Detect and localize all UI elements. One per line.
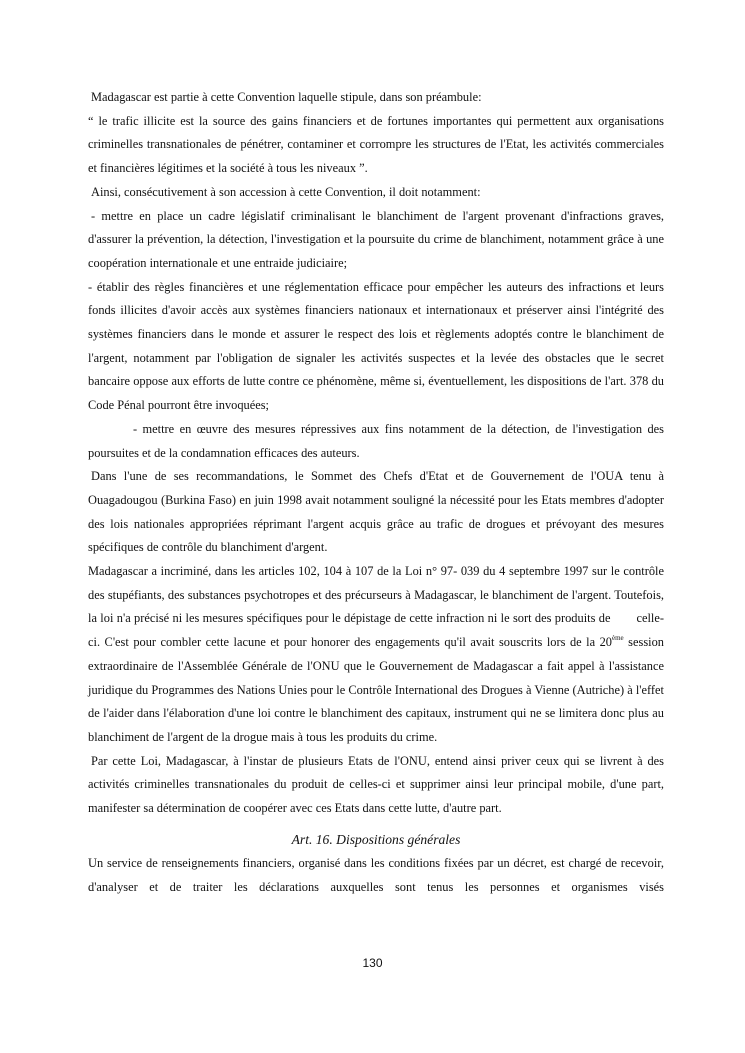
paragraph-obligation-financial-rules: - établir des règles financières et une réglementation efficace pour empêcher les auteurs des infractions et leurs fonds illicites d'avoir accès aux systèmes financiers nationaux et internationaux et préserver ainsi l'intégrité des systèmes financiers dans le monde et assurer le respect des lois et règlements adoptés contre le blanchiment de l'argent, notamment par l'obligation de signaler les activités suspectes et la levée des obstacles que le secret bancaire oppose aux efforts de lutte contre ce phénomène, même si, éventuellement, les dispositions de l'art. 378 du Code Pénal pourront être invoquées; <box>88 279 664 413</box>
paragraph-preamble-intro: Madagascar est partie à cette Convention laquelle stipule, dans son préambule: <box>91 90 482 104</box>
document-body <box>88 86 664 899</box>
paragraph-obligations-intro: Ainsi, consécutivement à son accession à cette Convention, il doit notamment: <box>91 184 481 199</box>
page-number: 130 <box>362 956 383 970</box>
paragraph-oua-summit: Dans l'une de ses recommandations, le Sommet des Chefs d'Etat et de Gouvernement de l'OUA tenu à Ouagadougou (Burkina Faso) en juin 1998 avait notamment souligné la nécessité pour les Etats membres d'adopter des lois nationales appropriées réprimant l'argent acquis grâce au trafic de drogues et prévoyant des mesures spécifiques de contrôle du blanchiment d'argent. <box>88 469 664 555</box>
paragraph-madagascar-law-part2: celle-ci. C'est pour combler cette lacune et pour honorer des engagements qu'il avait souscrits lors de la 20 <box>88 611 664 650</box>
article-heading: Art. 16. Dispositions générales <box>291 831 461 847</box>
paragraph-obligation-legal-framework: - mettre en place un cadre législatif criminalisant le blanchiment de l'argent provenant d'infractions graves, d'assurer la prévention, la détection, l'investigation et la poursuite du crime de blanchiment, notamment grâce à une coopération internationale et une entraide judiciaire; <box>88 208 664 270</box>
paragraph-obligation-repressive: - mettre en œuvre des mesures répressives aux fins notamment de la détection, de l'investigation des poursuites et de la condamnation efficaces des auteurs. <box>88 421 664 460</box>
paragraph-madagascar-law-part3: session extraordinaire de l'Assemblée Générale de l'ONU que le Gouvernement de Madagascar a fait appel à l'assistance juridique du Programmes des Nations Unies pour le Contrôle International des Drogues à Vienne (Autriche) à l'effet de l'aider dans l'élaboration d'une loi contre le blanchiment des capitaux, instrument qui ne se limitera donc plus au blanchiment de l'argent de la drogue mais à tous les produits du crime. <box>88 635 664 744</box>
paragraph-madagascar-law-part1: Madagascar a incriminé, dans les articles 102, 104 à 107 de la Loi n° 97- 039 du 4 septembre 1997 sur le contrôle des stupéfiants, des substances psychotropes et des précurseurs à Madagascar, le blanchiment de l'argent. Toutefois, la loi n'a précisé ni les mesures spécifiques pour le dépistage de cette infraction ni le sort des produits de <box>88 564 664 626</box>
ordinal-superscript: ème <box>612 634 624 643</box>
paragraph-law-purpose: Par cette Loi, Madagascar, à l'instar de plusieurs Etats de l'ONU, entend ainsi priver ceux qui se livrent à des activités criminelles transnationales du produit de celles-ci et supprimer ainsi leur principal mobile, d'une part, manifester sa détermination de coopérer avec ces Etats dans cette lutte, d'autre part. <box>88 753 664 816</box>
paragraph-madagascar-law <box>88 560 664 750</box>
paragraph-quote: “ le trafic illicite est la source des gains financiers et de fortunes importantes qui permettent aux organisations criminelles transnationales de pénétrer, contaminer et corrompre les structures de l'Etat, les activités commerciales et financières légitimes et la société à tous les niveaux ”. <box>88 113 664 176</box>
paragraph-article-16: Un service de renseignements financiers, organisé dans les conditions fixées par un décret, est chargé de recevoir, d'analyser et de traiter les déclarations auxquelles sont tenus les personnes et organismes visés <box>88 855 664 894</box>
